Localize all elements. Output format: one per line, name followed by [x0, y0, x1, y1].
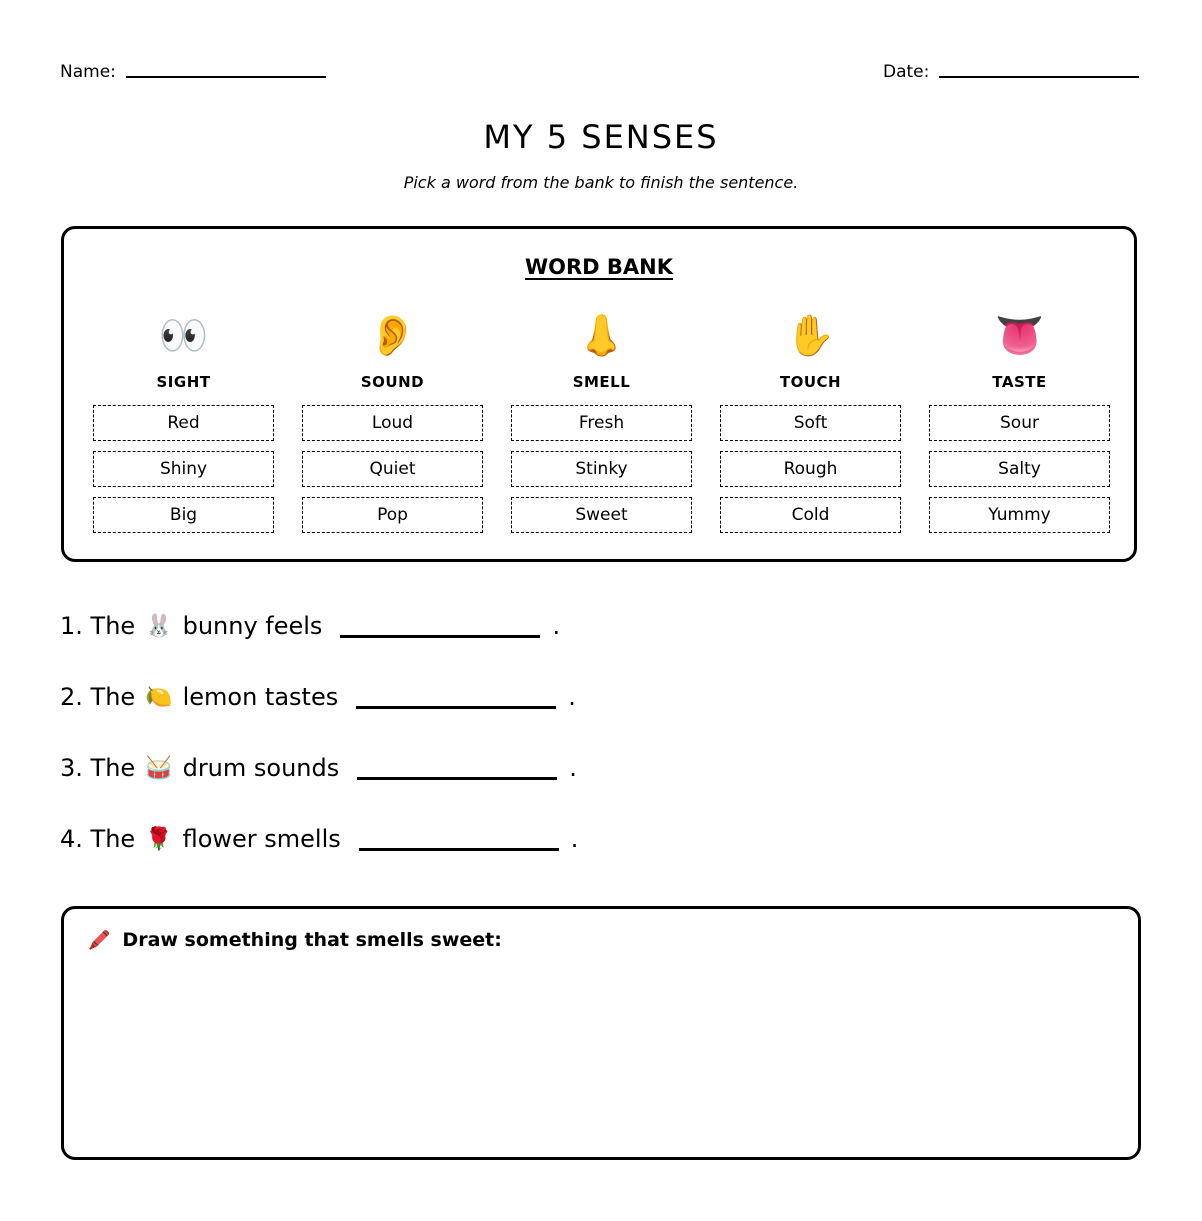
- sentence-period: .: [569, 754, 577, 782]
- sentence-text: bunny feels: [182, 612, 323, 640]
- word-bank-title: WORD BANK: [524, 255, 674, 279]
- word-box: Shiny: [93, 451, 274, 487]
- answer-blank[interactable]: [359, 848, 559, 851]
- word-box: Yummy: [929, 497, 1110, 533]
- sense-label: TOUCH: [779, 373, 842, 391]
- word-box: Big: [93, 497, 274, 533]
- sense-column-sight: [93, 307, 274, 533]
- sense-column-taste: [929, 307, 1110, 533]
- name-field: [60, 62, 326, 82]
- sentence-text: lemon tastes: [182, 683, 339, 711]
- word-box: Sour: [929, 405, 1110, 441]
- sentence-1: [60, 612, 560, 640]
- date-blank-line[interactable]: [939, 76, 1139, 78]
- page-subtitle: Pick a word from the bank to finish the sentence.: [403, 173, 799, 192]
- word-box: Fresh: [511, 405, 692, 441]
- sense-label: SIGHT: [156, 373, 211, 391]
- sentence-4: [60, 825, 578, 853]
- word-bank-box: [61, 226, 1137, 562]
- tongue-icon: 👅: [994, 313, 1045, 359]
- word-box: Stinky: [511, 451, 692, 487]
- crayon-icon: 🖍️: [88, 929, 111, 951]
- answer-blank[interactable]: [356, 706, 556, 709]
- nose-icon: 👃: [576, 313, 627, 359]
- sentence-prefix: 4. The: [60, 825, 136, 853]
- page-title: MY 5 SENSES: [483, 118, 719, 156]
- word-box: Salty: [929, 451, 1110, 487]
- sentence-prefix: 2. The: [60, 683, 136, 711]
- date-field: [883, 62, 1139, 82]
- rose-icon: 🌹: [145, 826, 173, 852]
- lemon-icon: 🍋: [145, 684, 173, 710]
- name-blank-line[interactable]: [126, 76, 326, 78]
- sentence-text: drum sounds: [182, 754, 340, 782]
- name-label: Name:: [60, 62, 116, 82]
- sense-column-sound: [302, 307, 483, 533]
- drawing-prompt-text: Draw something that smells sweet:: [122, 929, 502, 951]
- date-label: Date:: [883, 62, 930, 82]
- sense-label: TASTE: [992, 373, 1047, 391]
- sentence-3: [60, 754, 577, 782]
- sentence-prefix: 3. The: [60, 754, 136, 782]
- ear-icon: 👂: [367, 313, 418, 359]
- eyes-icon: 👀: [158, 313, 209, 359]
- sentence-period: .: [552, 612, 561, 640]
- answer-blank[interactable]: [357, 777, 557, 780]
- drawing-prompt: [88, 929, 502, 951]
- drawing-area[interactable]: [61, 906, 1141, 1160]
- sense-label: SMELL: [572, 373, 631, 391]
- sense-label: SOUND: [360, 373, 425, 391]
- word-box: Soft: [720, 405, 901, 441]
- bunny-icon: 🐰: [145, 613, 173, 639]
- sentence-prefix: 1. The: [60, 612, 136, 640]
- sense-column-smell: [511, 307, 692, 533]
- word-box: Loud: [302, 405, 483, 441]
- word-box: Cold: [720, 497, 901, 533]
- drum-icon: 🥁: [145, 755, 173, 781]
- sentence-period: .: [570, 825, 579, 853]
- word-box: Pop: [302, 497, 483, 533]
- answer-blank[interactable]: [340, 635, 540, 638]
- sentence-text: flower smells: [182, 825, 341, 853]
- sense-column-touch: [720, 307, 901, 533]
- word-box: Quiet: [302, 451, 483, 487]
- hand-icon: ✋: [785, 313, 836, 359]
- sentence-2: [60, 683, 576, 711]
- sentence-period: .: [568, 683, 576, 711]
- word-box: Sweet: [511, 497, 692, 533]
- word-box: Red: [93, 405, 274, 441]
- word-box: Rough: [720, 451, 901, 487]
